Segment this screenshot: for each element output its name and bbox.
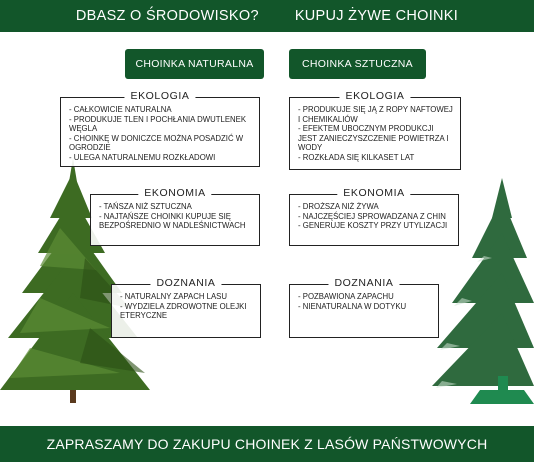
list-item: - POZBAWIONA ZAPACHU — [298, 292, 394, 301]
list-item: - DROŻSZA NIŻ ŻYWA — [298, 202, 379, 211]
natural-economy-title: EKONOMIA — [138, 187, 211, 199]
header-question: DBASZ O ŚRODOWISKO? — [75, 8, 259, 24]
list-item: - GENERUJE KOSZTY PRZY UTYLIZACJI — [298, 221, 448, 231]
natural-ecology-box — [60, 90, 260, 167]
artificial-ecology-title: EKOLOGIA — [339, 90, 410, 102]
list-item: - TAŃSZA NIŻ SZTUCZNA — [99, 202, 192, 211]
list-item: - CAŁKOWICIE NATURALNA — [69, 105, 172, 114]
list-item: - ROZKŁADA SIĘ KILKASET LAT — [298, 152, 415, 162]
artificial-ecology-box — [289, 90, 461, 170]
list-item: - NAJTAŃSZE CHOINKI KUPUJE SIĘ BEZPOŚREDNIO W NADLEŚNICTWACH — [99, 211, 246, 231]
natural-tree-label: CHOINKA NATURALNA — [125, 49, 264, 79]
list-item: - NATURALNY ZAPACH LASU — [120, 292, 228, 301]
list-item: - CHOINKĘ W DONICZCE MOŻNA POSADZIĆ W OGRODZIE — [69, 133, 244, 153]
list-item: - PRODUKUJE SIĘ JĄ Z ROPY NAFTOWEJ I CHEMIKALIÓW — [298, 105, 453, 124]
artificial-economy-box — [289, 187, 459, 246]
natural-sensations-box — [111, 277, 261, 338]
natural-sensations-title: DOZNANIA — [150, 277, 221, 289]
footer-invitation: ZAPRASZAMY DO ZAKUPU CHOINEK Z LASÓW PAŃSTWOWYCH — [46, 436, 488, 452]
list-item: - PRODUKUJE TLEN I POCHŁANIA DWUTLENEK WĘGLA — [69, 114, 247, 134]
artificial-sensations-title: DOZNANIA — [328, 277, 399, 289]
list-item: - WYDZIELA ZDROWOTNE OLEJKI ETERYCZNE — [120, 301, 247, 321]
list-item: - NIENATURALNA W DOTYKU — [298, 301, 407, 311]
natural-economy-box — [90, 187, 260, 246]
list-item: - ULEGA NATURALNEMU ROZKŁADOWI — [69, 152, 216, 162]
artificial-economy-title: EKONOMIA — [337, 187, 410, 199]
natural-ecology-title: EKOLOGIA — [124, 90, 195, 102]
header-banner — [0, 0, 534, 32]
artificial-tree-label: CHOINKA SZTUCZNA — [289, 49, 426, 79]
list-item: - EFEKTEM UBOCZNYM PRODUKCJI JEST ZANIECZYSZCZENIE POWIETRZA I WODY — [298, 124, 449, 153]
footer-banner — [0, 426, 534, 462]
header-slogan: KUPUJ ŻYWE CHOINKI — [294, 8, 459, 24]
list-item: - NAJCZĘŚCIEJ SPROWADZANA Z CHIN — [298, 211, 446, 221]
artificial-sensations-box — [289, 277, 439, 338]
